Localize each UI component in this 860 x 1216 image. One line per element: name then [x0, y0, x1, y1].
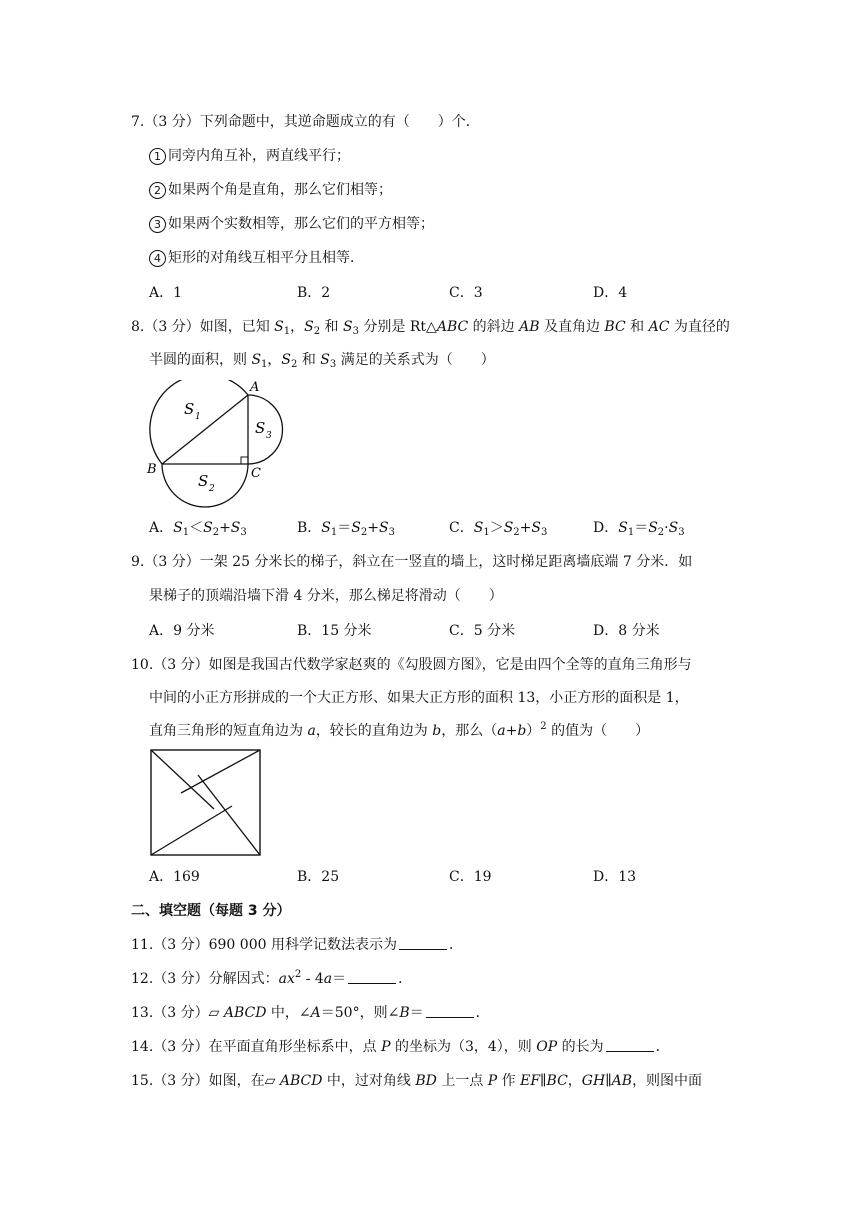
answer-blank[interactable] — [606, 1039, 654, 1052]
semicircle-s1 — [150, 380, 248, 464]
triangle-edge — [198, 775, 260, 855]
q10-line-2: 中间的小正方形拼成的一个大正方形、如果大正方形的面积 13，小正方形的面积是 1， — [149, 690, 689, 706]
circled-number: 4 — [149, 250, 166, 267]
q10-option-b: B．25 — [297, 869, 340, 885]
triangle-edge — [181, 750, 260, 793]
q9-option-b: B．15 分米 — [297, 623, 372, 639]
answer-blank[interactable] — [348, 971, 396, 984]
q7-item-4 — [149, 249, 364, 267]
label-s1: S — [184, 400, 195, 418]
q8-line-1: 8.（3 分）如图，已知 $S_1$，$S_2$ 和 $S_3$ 分别是 Rt△ABC 的斜边 AB 及直角边 BC 和 AC 为直径的 — [131, 319, 730, 337]
label-b: B — [147, 462, 157, 477]
label-s3-sub: 3 — [266, 431, 272, 441]
q10-option-c: C．19 — [449, 869, 492, 885]
label-s3: S — [255, 419, 266, 437]
q10-option-a: A．169 — [149, 869, 200, 885]
circled-number: 2 — [149, 182, 166, 199]
answer-blank[interactable] — [399, 937, 447, 950]
q7-item-2 — [149, 181, 392, 199]
q7-item-text: 如果两个角是直角，那么它们相等； — [168, 182, 392, 198]
q7-item-text: 同旁内角互补，两直线平行； — [168, 148, 350, 164]
section-title: 二、填空题（每题 3 分） — [131, 903, 291, 919]
label-s2-sub: 2 — [209, 484, 215, 494]
q7-option-b: B．2 — [297, 285, 331, 301]
label-s2: S — [198, 472, 209, 490]
q9-option-c: C．5 分米 — [449, 623, 516, 639]
hypotenuse-ab — [162, 395, 248, 464]
circled-number: 1 — [149, 148, 166, 165]
q7-item-text: 矩形的对角线互相平分且相等． — [168, 250, 364, 266]
q10-line-1: 10.（3 分）如图是我国古代数学家赵爽的《勾股圆方图》，它是由四个全等的直角三角形与 — [131, 657, 692, 673]
q10-line-3: 直角三角形的短直角边为 a，较长的直角边为 b，那么$(a+b)^2$ 的值为（ ） — [149, 721, 650, 739]
q15: 15.（3 分）如图，在▱ ABCD 中，过对角线 BD 上一点 P 作 EF∥BC，GH∥AB，则图中面 — [131, 1073, 703, 1089]
circled-number: 3 — [149, 216, 166, 233]
q8-option-a: A．$S_1<S_2+S_3$ — [149, 520, 247, 538]
q8-line-2: 半圆的面积，则 $S_1$，$S_2$ 和 $S_3$ 满足的关系式为（ ） — [149, 352, 495, 370]
q10-option-d: D．13 — [593, 869, 637, 885]
q7-item-3 — [149, 215, 434, 233]
q8-option-d: D．$S_1=S_2\cdot S_3$ — [593, 520, 685, 538]
q7-item-1 — [149, 147, 350, 165]
q10-figure-zhao-shuang — [150, 749, 262, 857]
right-angle-mark — [241, 457, 248, 464]
q7-option-a: A．1 — [149, 285, 183, 301]
q9-option-d: D．8 分米 — [593, 623, 660, 639]
answer-blank[interactable] — [426, 1005, 474, 1018]
q14: 14.（3 分）在平面直角形坐标系中，点 P 的坐标为（3，4），则 OP 的长为 ． — [131, 1039, 670, 1055]
q7-option-c: C．3 — [449, 285, 483, 301]
q7-option-d: D．4 — [593, 285, 628, 301]
q11: 11.（3 分）690 000 用科学记数法表示为 ． — [131, 937, 463, 953]
q13: 13.（3 分）▱ ABCD 中，∠A＝50°，则∠B＝ ． — [131, 1005, 490, 1021]
q8-option-c: C．$S_1>S_2+S_3$ — [449, 520, 548, 538]
triangle-edge — [151, 806, 232, 855]
q7-item-text: 如果两个实数相等，那么它们的平方相等； — [168, 216, 434, 232]
q9-line-2: 果梯子的顶端沿墙下滑 4 分米，那么梯足将滑动（ ） — [149, 588, 503, 604]
label-a: A — [250, 380, 260, 395]
q8-figure — [144, 380, 294, 510]
q8-option-b: B．$S_1=S_2+S_3$ — [297, 520, 395, 538]
label-c: C — [251, 466, 261, 481]
q9-option-a: A．9 分米 — [149, 623, 215, 639]
q12: 12.（3 分）分解因式：$ax^2 - 4a=$ ． — [131, 969, 413, 987]
q7-stem: 7.（3 分）下列命题中，其逆命题成立的有（ ）个． — [131, 114, 480, 130]
label-s1-sub: 1 — [195, 412, 201, 422]
q9-line-1: 9.（3 分）一架 25 分米长的梯子，斜立在一竖直的墙上，这时梯足距离墙底端 7 分米．如 — [131, 554, 693, 570]
